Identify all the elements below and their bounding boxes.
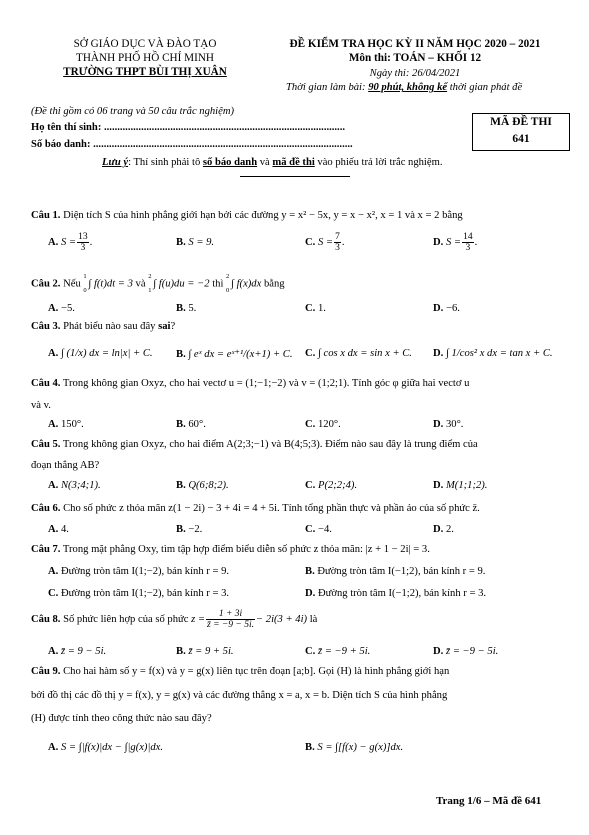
q8-option-d: D. z̄ = −9 − 5i. xyxy=(433,646,499,657)
q1-option-c: C. S = $\frac{7}{3}$ . xyxy=(305,232,345,253)
q8-option-c: C. z̄ = −9 + 5i. xyxy=(305,646,371,657)
q9-stem-2: bởi đồ thị các đồ thị y = f(x), y = g(x) và các đường thẳng x = a, x = b. Diện tích S của hình phẳng xyxy=(31,690,448,701)
exam-time: Thời gian làm bài: 90 phút, không kể thời gian phát đề xyxy=(286,82,523,93)
q7-option-a: A. Đường tròn tâm I(1;−2), bán kính r = 9. xyxy=(48,566,230,577)
q4-stem-2: và v. xyxy=(31,400,51,411)
q5-stem-2: đoạn thẳng AB? xyxy=(31,460,100,471)
q1-option-b: B. S = 9. xyxy=(176,237,215,248)
q1-option-d: D. S = $\frac{14}{3}$ . xyxy=(433,232,478,253)
q6-option-c: C. −4. xyxy=(305,524,332,535)
q3-option-b: B. ∫ eˣ dx = eˣ⁺¹/(x+1) + C. xyxy=(176,349,293,360)
q9-option-a: A. S = ∫|f(x)|dx − ∫|g(x)|dx. xyxy=(48,742,164,753)
q2-stem: Câu 2. Nếu 1 0 ∫ f(t)dt = 3 và 2 1 ∫ f(u)du = −2 thì 2 0 ∫ f(x)dx bằng xyxy=(31,273,285,294)
q3-stem: Câu 3. Phát biểu nào sau đây sai? xyxy=(31,321,176,332)
q1-stem: Câu 1. Diện tích S của hình phẳng giới hạn bởi các đường y = x² − 5x, y = x − x², x = 1 và x = 2 bằng xyxy=(31,210,463,221)
q8-option-a: A. z̄ = 9 − 5i. xyxy=(48,646,107,657)
q7-option-d: D. Đường tròn tâm I(−1;2), bán kính r = 3. xyxy=(305,588,487,599)
q7-option-c: C. Đường tròn tâm I(1;−2), bán kính r = 3. xyxy=(48,588,230,599)
exam-date: Ngày thi: 26/04/2021 xyxy=(369,68,461,79)
q3-option-a: A. ∫ (1/x) dx = ln|x| + C. xyxy=(48,348,153,359)
q3-option-d: D. ∫ 1/cos² x dx = tan x + C. xyxy=(433,348,553,359)
q6-option-b: B. −2. xyxy=(176,524,203,535)
exam-code-label: MÃ ĐỀ THI xyxy=(490,116,552,128)
name-field: Họ tên thí sinh: ........................................................................................... xyxy=(31,122,346,133)
dept-name: SỞ GIÁO DỤC VÀ ĐÀO TẠO xyxy=(73,38,217,50)
q5-option-c: C. P(2;2;4). xyxy=(305,480,358,491)
q4-stem: Câu 4. Trong không gian Oxyz, cho hai vectơ u = (1;−1;−2) và v = (1;2;1). Tính góc φ giữa hai vectơ u xyxy=(31,378,470,389)
exam-subject: Môn thi: TOÁN – KHỐI 12 xyxy=(348,52,482,64)
q5-stem: Câu 5. Trong không gian Oxyz, cho hai điểm A(2;3;−1) và B(4;5;3). Điểm nào sau đây là trung điểm của xyxy=(31,439,478,450)
q9-stem: Câu 9. Cho hai hàm số y = f(x) và y = g(x) liên tục trên đoạn [a;b]. Gọi (H) là hình phẳng giới hạn xyxy=(31,666,450,677)
q9-option-b: B. S = ∫[f(x) − g(x)]dx. xyxy=(305,742,404,753)
q5-option-a: A. N(3;4;1). xyxy=(48,480,101,491)
q2-option-d: D. −6. xyxy=(433,303,460,314)
q9-stem-3: (H) được tính theo công thức nào sau đây? xyxy=(31,713,212,724)
q8-option-b: B. z̄ = 9 + 5i. xyxy=(176,646,234,657)
page-footer: Trang 1/6 – Mã đề 641 xyxy=(436,795,542,807)
exam-title: ĐỀ KIỂM TRA HỌC KỲ II NĂM HỌC 2020 – 2021 xyxy=(289,38,541,50)
q6-option-a: A. 4. xyxy=(48,524,69,535)
id-field: Số báo danh: .................................................................................................. xyxy=(31,139,353,150)
pages-note: (Đề thi gồm có 06 trang và 50 câu trắc nghiệm) xyxy=(31,106,235,117)
q1-option-a: A. S = $\frac{13}{3}$ . xyxy=(48,232,93,253)
q4-option-a: A. 150°. xyxy=(48,419,84,430)
q7-stem: Câu 7. Trong mặt phẳng Oxy, tìm tập hợp điểm biểu diễn số phức z thỏa mãn: |z + 1 − 2i| = 3. xyxy=(31,544,430,555)
school-name: TRƯỜNG THPT BÙI THỊ XUÂN xyxy=(63,66,227,78)
city-name: THÀNH PHỐ HỒ CHÍ MINH xyxy=(76,52,214,64)
q4-option-d: D. 30°. xyxy=(433,419,464,430)
q6-stem: Câu 6. Cho số phức z thỏa mãn z(1 − 2i) − 3 + 4i = 4 + 5i. Tính tổng phần thực và phần ảo của số phức z̄. xyxy=(31,503,480,514)
q2-option-a: A. −5. xyxy=(48,303,75,314)
exam-code-box xyxy=(472,113,570,151)
q7-option-b: B. Đường tròn tâm I(−1;2), bán kính r = 9. xyxy=(305,566,486,577)
q2-option-b: B. 5. xyxy=(176,303,197,314)
separator xyxy=(240,176,350,177)
q5-option-b: B. Q(6;8;2). xyxy=(176,480,229,491)
q6-option-d: D. 2. xyxy=(433,524,454,535)
q5-option-d: D. M(1;1;2). xyxy=(433,480,488,491)
q4-option-b: B. 60°. xyxy=(176,419,206,430)
note-line: Lưu ý: Thí sinh phải tô số báo danh và mã đề thi vào phiếu trả lời trắc nghiệm. xyxy=(102,157,443,168)
exam-code-value: 641 xyxy=(512,133,530,145)
q2-option-c: C. 1. xyxy=(305,303,326,314)
q8-stem: Câu 8. Số phức liên hợp của số phức z = $\frac{1 + 3i}{z̄ = -9 - 5i.}$ − 2i(3 + 4i) là xyxy=(31,609,318,630)
q4-option-c: C. 120°. xyxy=(305,419,341,430)
q3-option-c: C. ∫ cos x dx = sin x + C. xyxy=(305,348,412,359)
